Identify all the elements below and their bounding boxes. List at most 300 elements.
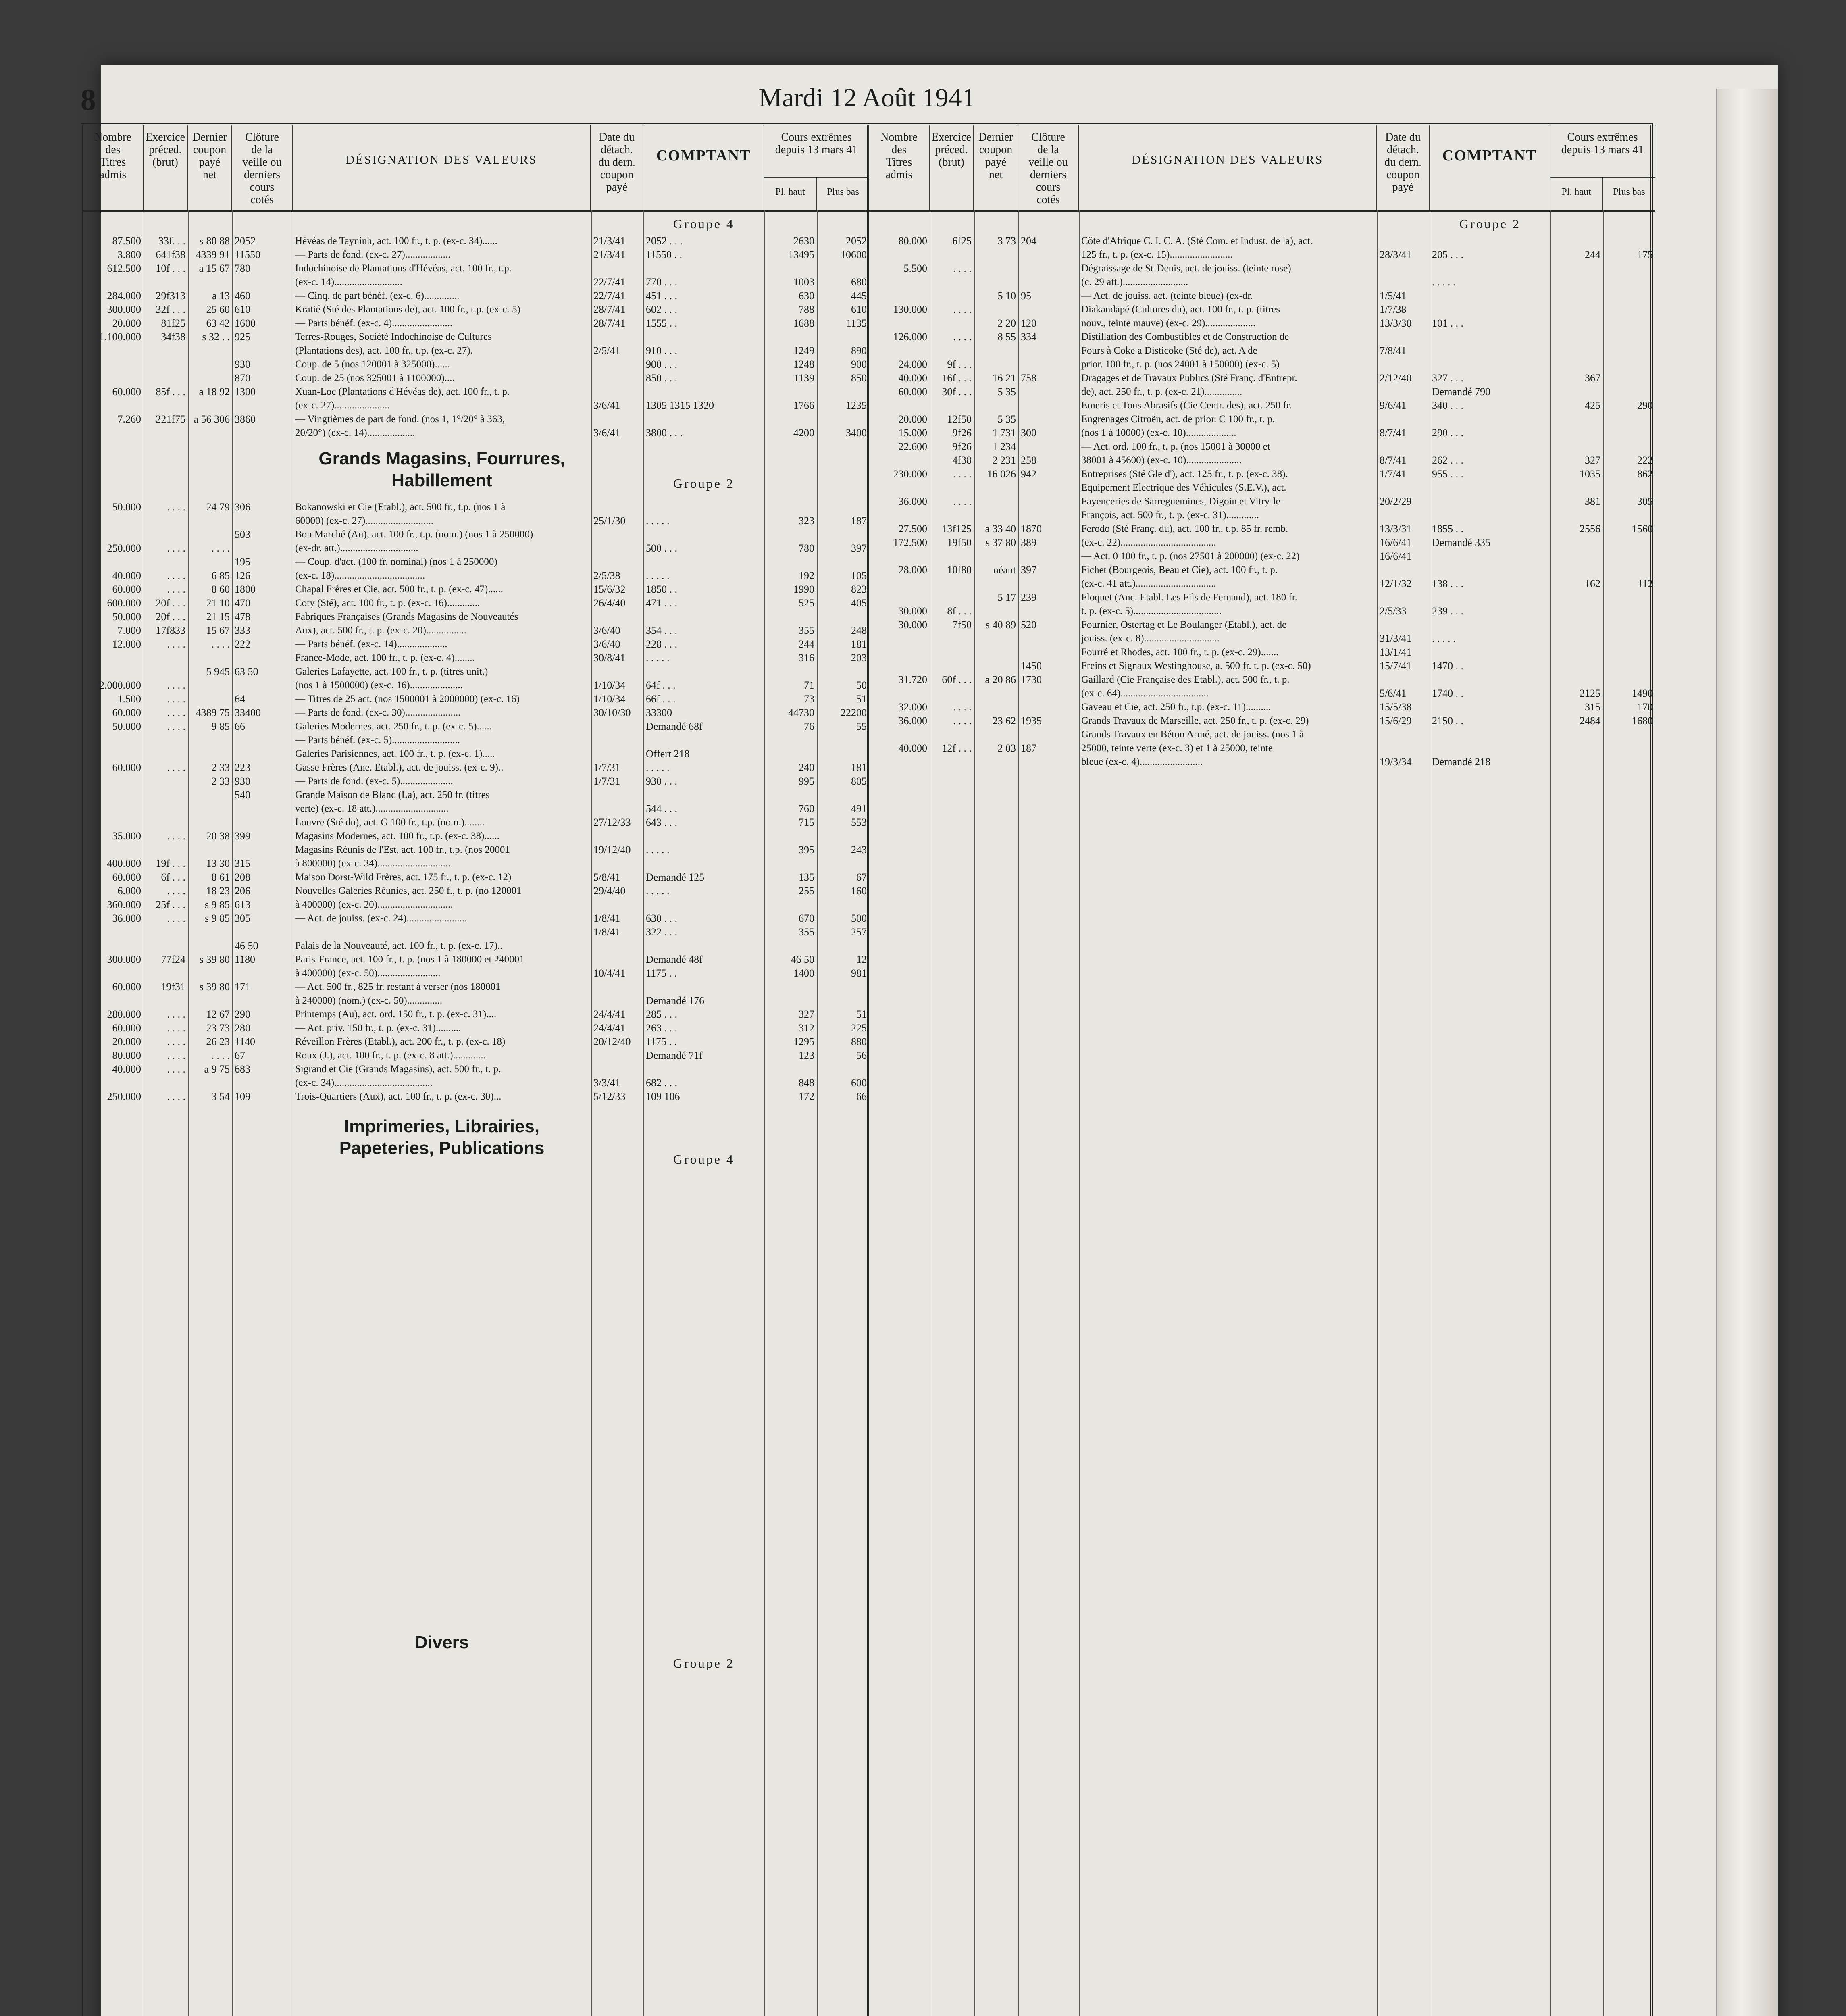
cell-designation: Roux (J.), act. 100 fr., t. p. (ex-c. 8 att.).............	[295, 1050, 486, 1061]
cell-dernier: 2 20	[997, 317, 1016, 329]
cell-exercice: . . . .	[953, 304, 972, 315]
cell-pl_haut: 995	[799, 775, 814, 787]
cell-pl_haut: 780	[799, 542, 814, 554]
cell-dernier: s 32 . .	[202, 331, 230, 343]
cell-pl_haut: 2630	[793, 235, 814, 247]
cell-comptant: 1305 1315 1320	[646, 400, 714, 411]
cell-comptant: Demandé 125	[646, 871, 705, 883]
cell-cloture: 208	[235, 871, 250, 883]
cell-exercice: 30f . . .	[942, 386, 972, 398]
cell-exercice: . . . .	[953, 331, 972, 343]
cell-cloture: 478	[235, 611, 250, 623]
cell-date: 22/7/41	[593, 290, 626, 302]
cell-dernier: 3 73	[997, 235, 1016, 247]
cell-exercice: . . . .	[167, 912, 185, 924]
cell-date: 1/10/34	[593, 693, 626, 705]
cell-dernier: 4389 75	[196, 707, 230, 719]
cell-designation: Galeries Modernes, act. 250 fr., t. p. (ex-c. 5)......	[295, 721, 492, 732]
cell-cloture: 305	[235, 912, 250, 924]
cell-exercice: . . . .	[953, 262, 972, 274]
col-header-date: Date du détach. du dern. coupon payé	[591, 125, 643, 210]
cell-dernier: 5 35	[997, 413, 1016, 425]
cell-comptant: 138 . . .	[1432, 578, 1463, 589]
cell-pl_haut: 1249	[793, 345, 814, 356]
cell-exercice: 17f833	[156, 625, 185, 636]
cell-nombre: 80.000	[112, 1050, 141, 1061]
column-headers	[83, 125, 867, 212]
cell-designation: Coup. de 5 (nos 120001 à 325000)......	[295, 359, 450, 370]
cell-designation: — Parts bénéf. (ex-c. 4)........................	[295, 318, 453, 329]
cell-pl_haut: 848	[799, 1077, 814, 1089]
cell-designation: 38001 à 45600) (ex-c. 10)......................	[1081, 455, 1242, 466]
cell-pl_haut: 2556	[1580, 523, 1600, 535]
cell-date: 15/5/38	[1380, 701, 1412, 713]
cell-dernier: a 15 67	[199, 262, 230, 274]
cell-dernier: s 40 89	[985, 619, 1016, 631]
cell-plus_bas: 305	[1637, 496, 1653, 507]
cell-exercice: 13f125	[942, 523, 972, 535]
cell-plus_bas: 225	[851, 1022, 867, 1034]
cell-exercice: . . . .	[167, 693, 185, 705]
cell-comptant: 1740 . .	[1432, 687, 1463, 699]
cell-designation: Fichet (Bourgeois, Beau et Cie), act. 100 fr., t. p.	[1081, 564, 1278, 575]
cell-comptant: 101 . . .	[1432, 317, 1463, 329]
cell-plus_bas: 1135	[846, 317, 867, 329]
cell-comptant: 1470 . .	[1432, 660, 1463, 672]
cell-cloture: 206	[235, 885, 250, 897]
col-header-pl-haut: Pl. haut	[764, 178, 817, 210]
cell-dernier: 63 42	[206, 317, 230, 329]
cell-date: 19/3/34	[1380, 756, 1412, 768]
cell-dernier: 9 85	[211, 721, 230, 732]
cell-comptant: 930 . . .	[646, 775, 677, 787]
cell-nombre: 230.000	[893, 468, 927, 480]
cell-comptant: . . . . .	[646, 885, 670, 897]
cell-plus_bas: 3400	[846, 427, 867, 439]
cell-designation: Grands Travaux de Marseille, act. 250 fr., t. p. (ex-c. 29)	[1081, 715, 1309, 726]
cell-nombre: 60.000	[898, 386, 927, 398]
cell-pl_haut: 355	[799, 625, 814, 636]
cell-comptant: 500 . . .	[646, 542, 677, 554]
cell-comptant: 64f . . .	[646, 679, 676, 691]
cell-date: 13/3/30	[1380, 317, 1412, 329]
cell-plus_bas: 862	[1637, 468, 1653, 480]
cell-dernier: 26 23	[206, 1036, 230, 1048]
cell-exercice: . . . .	[167, 762, 185, 773]
cell-comptant: 340 . . .	[1432, 400, 1463, 411]
cell-dernier: a 13	[212, 290, 230, 302]
cell-dernier: s 80 88	[199, 235, 230, 247]
cell-date: 28/7/41	[593, 304, 626, 315]
cell-plus_bas: 222	[1637, 454, 1653, 466]
cell-designation: Kratié (Sté des Plantations de), act. 100 fr., t.p. (ex-c. 5)	[295, 304, 520, 315]
cell-designation: Distillation des Combustibles et de Construction de	[1081, 331, 1289, 342]
cell-dernier: 5 17	[997, 591, 1016, 603]
page-number: 8	[81, 83, 96, 117]
cell-designation: de), act. 250 fr., t. p. (ex-c. 21)...............	[1081, 386, 1242, 397]
cell-designation: — Act. de jouiss. act. (teinte bleue) (ex-dr.	[1081, 290, 1253, 301]
cell-designation: (nos 1 à 1500000) (ex-c. 16).....................	[295, 680, 463, 691]
cell-nombre: 60.000	[112, 583, 141, 595]
cell-dernier: 8 61	[211, 871, 230, 883]
cell-designation: nouv., teinte mauve) (ex-c. 29)....................	[1081, 318, 1256, 329]
cell-designation: Grande Maison de Blanc (La), act. 250 fr. (titres	[295, 789, 490, 800]
cell-pl_haut: 4200	[793, 427, 814, 439]
cell-date: 15/6/29	[1380, 715, 1412, 727]
cell-plus_bas: 170	[1637, 701, 1653, 713]
cell-designation: (ex-c. 41 att.)................................	[1081, 578, 1216, 589]
cell-date: 27/12/33	[593, 816, 631, 828]
cell-exercice: 32f . . .	[156, 304, 185, 315]
cell-designation: (nos 1 à 10000) (ex-c. 10)....................	[1081, 427, 1236, 438]
cell-comptant: 900 . . .	[646, 358, 677, 370]
cell-cloture: 520	[1021, 619, 1036, 631]
cell-plus_bas: 1235	[846, 400, 867, 411]
cell-cloture: 239	[1021, 591, 1036, 603]
cell-plus_bas: 680	[851, 276, 867, 288]
cell-pl_haut: 788	[799, 304, 814, 315]
cell-exercice: 20f . . .	[156, 597, 185, 609]
cell-designation: (Plantations des), act. 100 fr., t.p. (ex-c. 27).	[295, 345, 473, 356]
cell-dernier: 5 35	[997, 386, 1016, 398]
cell-designation: prior. 100 fr., t. p. (nos 24001 à 150000) (ex-c. 5)	[1081, 359, 1280, 370]
cell-dernier: a 18 92	[199, 386, 230, 398]
group-label: Groupe 4	[673, 1152, 735, 1166]
cell-date: 15/7/41	[1380, 660, 1412, 672]
cell-cloture: 1450	[1021, 660, 1042, 672]
cell-designation: — Vingtièmes de part de fond. (nos 1, 1°/20° à 363,	[295, 414, 505, 425]
cell-cloture: 222	[235, 638, 250, 650]
cell-nombre: 12.000	[112, 638, 141, 650]
cell-pl_haut: 44730	[788, 707, 814, 719]
cell-dernier: s 9 85	[204, 899, 230, 910]
cell-cloture: 3860	[235, 413, 256, 425]
cell-dernier: 21 10	[206, 597, 230, 609]
cell-nombre: 36.000	[898, 715, 927, 727]
cell-date: 5/12/33	[593, 1091, 626, 1102]
cell-nombre: 30.000	[898, 605, 927, 617]
cell-comptant: 770 . . .	[646, 276, 677, 288]
cell-designation: (ex-c. 34).......................................	[295, 1077, 433, 1088]
cell-cloture: 389	[1021, 537, 1036, 548]
cell-designation: Aux), act. 500 fr., t. p. (ex-c. 20)................	[295, 625, 466, 636]
cell-date: 13/1/41	[1380, 646, 1412, 658]
cell-exercice: 19f50	[947, 537, 972, 548]
cell-cloture: 66	[235, 721, 245, 732]
cell-dernier: s 9 85	[204, 912, 230, 924]
cell-pl_haut: 192	[799, 570, 814, 581]
cell-pl_haut: 244	[1585, 249, 1600, 260]
cell-dernier: 3 54	[211, 1091, 230, 1102]
cell-date: 10/4/41	[593, 967, 626, 979]
cell-date: 12/1/32	[1380, 578, 1412, 589]
cell-date: 28/7/41	[593, 317, 626, 329]
cell-date: 20/2/29	[1380, 496, 1412, 507]
cell-designation: Chapal Frères et Cie, act. 500 fr., t. p. (ex-c. 47)......	[295, 584, 503, 595]
cell-designation: (ex-c. 14)...........................	[295, 277, 402, 287]
cell-pl_haut: 123	[799, 1050, 814, 1061]
cell-designation: Emeris et Tous Abrasifs (Cie Centr. des), act. 250 fr.	[1081, 400, 1292, 411]
cell-pl_haut: 46 50	[791, 954, 814, 965]
cell-cloture: 2052	[235, 235, 256, 247]
col-header-nombre: Nombre des Titres admis	[869, 125, 930, 210]
cell-nombre: 600.000	[107, 597, 141, 609]
cell-dernier: s 39 80	[199, 981, 230, 993]
cell-dernier: 24 79	[206, 501, 230, 513]
cell-date: 8/7/41	[1380, 427, 1407, 439]
cell-designation: 25000, teinte verte (ex-c. 3) et 1 à 25000, teinte	[1081, 743, 1273, 754]
cell-date: 29/4/40	[593, 885, 626, 897]
cell-date: 1/7/38	[1380, 304, 1407, 315]
cell-comptant: . . . . .	[1432, 276, 1456, 288]
cell-comptant: 451 . . .	[646, 290, 677, 302]
cell-nombre: 300.000	[107, 304, 141, 315]
cell-designation: Paris-France, act. 100 fr., t. p. (nos 1 à 180000 et 240001	[295, 954, 524, 965]
cell-designation: Diakandapé (Cultures du), act. 100 fr., t. p. (titres	[1081, 304, 1280, 315]
cell-pl_haut: 312	[799, 1022, 814, 1034]
cell-plus_bas: 445	[851, 290, 867, 302]
cell-plus_bas: 880	[851, 1036, 867, 1048]
cell-exercice: 12f50	[947, 413, 972, 425]
cell-cloture: 306	[235, 501, 250, 513]
cell-designation: Engrenages Citroën, act. de prior. C 100 fr., t. p.	[1081, 414, 1275, 425]
cell-comptant: Demandé 176	[646, 995, 705, 1006]
cell-nombre: 35.000	[112, 830, 141, 842]
cell-plus_bas: 12	[856, 954, 867, 965]
cell-designation: — Coup. d'act. (100 fr. nominal) (nos 1 à 250000)	[295, 556, 497, 567]
page-edge	[1716, 89, 1778, 2016]
cell-cloture: 1140	[235, 1036, 256, 1048]
cell-dernier: a 56 306	[194, 413, 230, 425]
cell-date: 7/8/41	[1380, 345, 1407, 356]
cell-comptant: . . . . .	[646, 570, 670, 581]
cell-date: 13/3/31	[1380, 523, 1412, 535]
cell-designation: Coty (Sté), act. 100 fr., t. p. (ex-c. 16).............	[295, 598, 480, 608]
cell-designation: Fabriques Françaises (Grands Magasins de Nouveautés	[295, 611, 518, 622]
cell-nombre: 60.000	[112, 981, 141, 993]
cell-comptant: 322 . . .	[646, 926, 677, 938]
cell-plus_bas: 2052	[846, 235, 867, 247]
cell-cloture: 46 50	[235, 940, 258, 952]
cell-comptant: 66f . . .	[646, 693, 676, 705]
cell-plus_bas: 67	[856, 871, 867, 883]
cell-comptant: 850 . . .	[646, 372, 677, 384]
cell-exercice: 85f . . .	[156, 386, 185, 398]
cell-plus_bas: 248	[851, 625, 867, 636]
cell-dernier: 5 10	[997, 290, 1016, 302]
cell-exercice: 6f25	[952, 235, 972, 247]
cell-comptant: Demandé 71f	[646, 1050, 703, 1061]
cell-nombre: 284.000	[107, 290, 141, 302]
cell-date: 1/7/31	[593, 762, 620, 773]
cell-pl_haut: 670	[799, 912, 814, 924]
cell-designation: François, act. 500 fr., t. p. (ex-c. 31).............	[1081, 510, 1259, 521]
cell-plus_bas: 981	[851, 967, 867, 979]
cell-designation: Trois-Quartiers (Aux), act. 100 fr., t. p. (ex-c. 30)...	[295, 1091, 502, 1102]
cell-pl_haut: 425	[1585, 400, 1600, 411]
cell-dernier: 1 731	[992, 427, 1016, 439]
cell-comptant: 33300	[646, 707, 672, 719]
cell-plus_bas: 405	[851, 597, 867, 609]
cell-comptant: 2052 . . .	[646, 235, 683, 247]
cell-designation: t. p. (ex-c. 5)...................................	[1081, 606, 1222, 616]
col-header-cours-extremes: Cours extrêmes depuis 13 mars 41	[1550, 125, 1655, 178]
cell-designation: à 240000) (nom.) (ex-c. 50)..............	[295, 995, 443, 1006]
col-header-comptant: COMPTANT	[643, 125, 764, 210]
cell-cloture: 1935	[1021, 715, 1042, 727]
cell-cloture: 930	[235, 358, 250, 370]
cell-nombre: 20.000	[112, 1036, 141, 1048]
page-date: Mardi 12 Août 1941	[758, 83, 975, 112]
cell-nombre: 300.000	[107, 954, 141, 965]
cell-comptant: 205 . . .	[1432, 249, 1463, 260]
cell-nombre: 50.000	[112, 611, 141, 623]
cell-nombre: 20.000	[112, 317, 141, 329]
cell-cloture: 109	[235, 1091, 250, 1102]
cell-pl_haut: 1400	[793, 967, 814, 979]
cell-designation: Bon Marché (Au), act. 100 fr., t.p. (nom.) (nos 1 à 250000)	[295, 529, 533, 540]
cell-date: 3/6/41	[593, 427, 620, 439]
cell-plus_bas: 187	[851, 515, 867, 527]
cell-date: 9/6/41	[1380, 400, 1407, 411]
cell-cloture: 334	[1021, 331, 1036, 343]
cell-designation: 125 fr., t. p. (ex-c. 15).........................	[1081, 249, 1233, 260]
cell-exercice: . . . .	[167, 721, 185, 732]
cell-exercice: 10f80	[947, 564, 972, 576]
cell-designation: — Parts bénéf. (ex-c. 14)....................	[295, 639, 447, 650]
cell-comptant: Offert 218	[646, 748, 690, 760]
cell-nombre: 3.800	[117, 249, 141, 260]
cell-dernier: 2 231	[992, 454, 1016, 466]
cell-date: 24/4/41	[593, 1008, 626, 1020]
cell-nombre: 50.000	[112, 721, 141, 732]
cell-date: 26/4/40	[593, 597, 626, 609]
cell-exercice: . . . .	[167, 542, 185, 554]
cell-cloture: 187	[1021, 742, 1036, 754]
cell-comptant: 544 . . .	[646, 803, 677, 814]
cell-dernier: 25 60	[206, 304, 230, 315]
cell-dernier: s 39 80	[199, 954, 230, 965]
col-header-plus-bas: Plus bas	[1613, 187, 1645, 197]
cell-exercice: 7f50	[952, 619, 972, 631]
cell-plus_bas: 51	[856, 1008, 867, 1020]
table-body	[83, 212, 867, 2016]
cell-comptant: 643 . . .	[646, 816, 677, 828]
cell-dernier: a 20 86	[985, 674, 1016, 685]
col-header-exercice: Exercice préced. (brut)	[930, 125, 974, 210]
cell-designation: — Act. 500 fr., 825 fr. restant à verser (nos 180001	[295, 981, 501, 992]
cell-dernier: néant	[993, 564, 1016, 576]
col-header-cours-extremes: Cours extrêmes depuis 13 mars 41	[764, 125, 869, 178]
cell-exercice: . . . .	[167, 830, 185, 842]
cell-dernier: 16 21	[992, 372, 1016, 384]
cell-designation: Magasins Modernes, act. 100 fr., t.p. (ex-c. 38)......	[295, 831, 499, 841]
cell-designation: 20/20°) (ex-c. 14)...................	[295, 427, 415, 438]
cell-dernier: 4339 91	[196, 249, 230, 260]
cell-nombre: 172.500	[893, 537, 927, 548]
cell-date: 24/4/41	[593, 1022, 626, 1034]
cell-dernier: 16 026	[987, 468, 1016, 480]
cell-nombre: 30.000	[898, 619, 927, 631]
cell-designation: Palais de la Nouveauté, act. 100 fr., t. p. (ex-c. 17)..	[295, 940, 503, 951]
cell-pl_haut: 1295	[793, 1036, 814, 1048]
cell-pl_haut: 715	[799, 816, 814, 828]
cell-comptant: 285 . . .	[646, 1008, 677, 1020]
cell-designation: Dégraissage de St-Denis, act. de jouiss. (teinte rose)	[1081, 263, 1291, 274]
cell-designation: — Parts de fond. (ex-c. 27)..................	[295, 249, 451, 260]
cell-dernier: a 33 40	[985, 523, 1016, 535]
cell-plus_bas: 105	[851, 570, 867, 581]
cell-dernier: 8 60	[211, 583, 230, 595]
cell-nombre: 5.500	[903, 262, 927, 274]
cell-pl_haut: 1688	[793, 317, 814, 329]
cell-date: 3/6/41	[593, 400, 620, 411]
col-header-dernier: Dernier coupon payé net	[188, 125, 232, 210]
cell-plus_bas: 900	[851, 358, 867, 370]
cell-cloture: 870	[235, 372, 250, 384]
cell-plus_bas: 56	[856, 1050, 867, 1061]
cell-cloture: 1600	[235, 317, 256, 329]
cell-date: 25/1/30	[593, 515, 626, 527]
cell-designation: Fayenceries de Sarreguemines, Digoin et Vitry-le-	[1081, 496, 1284, 507]
cell-date: 20/12/40	[593, 1036, 631, 1048]
cell-designation: Coup. de 25 (nos 325001 à 1100000)....	[295, 373, 455, 383]
cell-designation: à 400000) (ex-c. 50).........................	[295, 968, 441, 979]
cell-plus_bas: 290	[1637, 400, 1653, 411]
cell-date: 2/5/38	[593, 570, 620, 581]
cell-comptant: 354 . . .	[646, 625, 677, 636]
cell-designation: Côte d'Afrique C. I. C. A. (Sté Com. et Indust. de la), act.	[1081, 235, 1313, 246]
cell-exercice: . . . .	[167, 1008, 185, 1020]
cell-date: 21/3/41	[593, 235, 626, 247]
cell-nombre: 126.000	[893, 331, 927, 343]
cell-cloture: 290	[235, 1008, 250, 1020]
cell-cloture: 399	[235, 830, 250, 842]
cell-plus_bas: 823	[851, 583, 867, 595]
cell-plus_bas: 850	[851, 372, 867, 384]
cell-cloture: 460	[235, 290, 250, 302]
cell-nombre: 40.000	[898, 372, 927, 384]
right-half-table	[869, 125, 1655, 2016]
cell-exercice: 221f75	[156, 413, 185, 425]
cell-pl_haut: 172	[799, 1091, 814, 1102]
group-label: Groupe 2	[673, 476, 735, 491]
cell-cloture: 925	[235, 331, 250, 343]
cell-designation: Ferodo (Sté Franç. du), act. 100 fr., t.p. 85 fr. remb.	[1081, 523, 1288, 534]
cell-dernier: s 37 80	[985, 537, 1016, 548]
cell-plus_bas: 805	[851, 775, 867, 787]
cell-pl_haut: 2125	[1580, 687, 1600, 699]
cell-cloture: 683	[235, 1063, 250, 1075]
cell-comptant: 1855 . .	[1432, 523, 1463, 535]
cell-cloture: 333	[235, 625, 250, 636]
cell-designation: Gaillard (Cie Française des Etabl.), act. 500 fr., t. p.	[1081, 674, 1290, 685]
cell-designation: Sigrand et Cie (Grands Magasins), act. 500 fr., t. p.	[295, 1064, 501, 1075]
cell-nombre: 36.000	[898, 496, 927, 507]
cell-date: 19/12/40	[593, 844, 631, 856]
cell-plus_bas: 160	[851, 885, 867, 897]
cell-dernier: 18 23	[206, 885, 230, 897]
cell-dernier: . . . .	[211, 1050, 230, 1061]
cell-comptant: . . . . .	[1432, 633, 1456, 644]
cell-nombre: 250.000	[107, 1091, 141, 1102]
cell-exercice: 9f . . .	[947, 358, 972, 370]
cell-pl_haut: 760	[799, 803, 814, 814]
cell-dernier: 13 30	[206, 858, 230, 869]
cell-comptant: 955 . . .	[1432, 468, 1463, 480]
col-header-dernier: Dernier coupon payé net	[974, 125, 1018, 210]
cell-designation: jouiss. (ex-c. 8)..............................	[1081, 633, 1220, 644]
